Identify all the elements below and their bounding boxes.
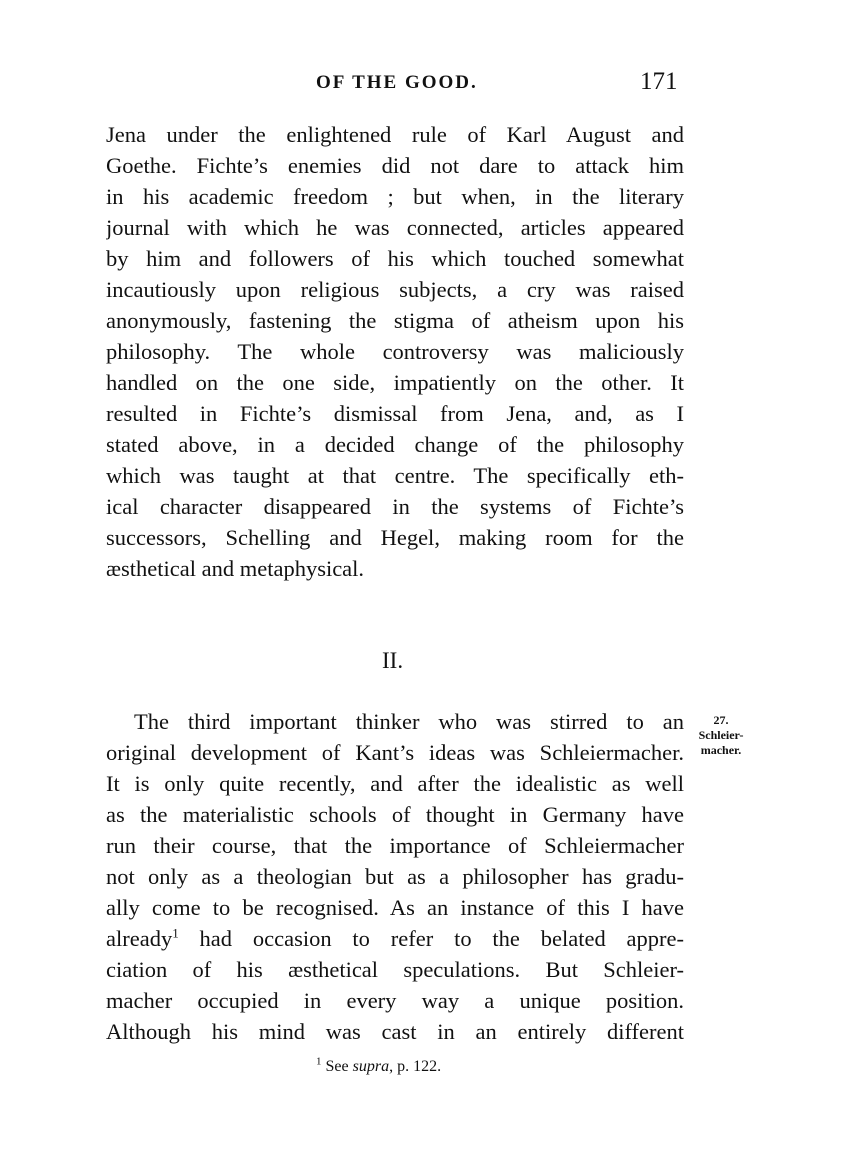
footnote-ref-italic: supra bbox=[352, 1058, 390, 1075]
text-line: in his academic freedom ; but when, in the literary bbox=[106, 184, 684, 209]
text-line: Although his mind was cast in an entirely different bbox=[106, 1019, 684, 1044]
margin-note-line: macher. bbox=[700, 743, 742, 757]
text-segment: had occasion to refer to the belated appre- bbox=[178, 926, 684, 951]
text-line: handled on the one side, impatiently on the other. It bbox=[106, 370, 684, 395]
text-line-with-footnote-ref bbox=[106, 924, 684, 954]
text-line: Goethe. Fichte’s enemies did not dare to attack him bbox=[106, 153, 684, 178]
text-segment: already bbox=[106, 926, 173, 951]
margin-note bbox=[691, 713, 751, 758]
footnote bbox=[316, 1055, 442, 1076]
text-line: as the materialistic schools of thought in Germany have bbox=[106, 802, 684, 827]
text-line: anonymously, fastening the stigma of atheism upon his bbox=[106, 308, 684, 333]
section-heading: II. bbox=[382, 648, 404, 673]
footnote-marker: 1 bbox=[316, 1055, 322, 1068]
page-number: 171 bbox=[640, 68, 678, 95]
text-line: stated above, in a decided change of the philosophy bbox=[106, 432, 684, 457]
text-line: Jena under the enlightened rule of Karl August and bbox=[106, 122, 684, 147]
running-head: OF THE GOOD. bbox=[316, 72, 478, 93]
text-line: The third important thinker who was stirred to an bbox=[134, 709, 684, 734]
text-line: run their course, that the importance of Schleiermacher bbox=[106, 833, 684, 858]
text-line: journal with which he was connected, articles appeared bbox=[106, 215, 684, 240]
footnote-see: See bbox=[325, 1058, 353, 1075]
text-line: ical character disappeared in the systems of Fichte’s bbox=[106, 494, 684, 519]
text-line: It is only quite recently, and after the idealistic as well bbox=[106, 771, 684, 796]
text-line: ciation of his æsthetical speculations. But Schleier- bbox=[106, 957, 684, 982]
text-line: which was taught at that centre. The specifically eth- bbox=[106, 463, 684, 488]
text-line: æsthetical and metaphysical. bbox=[106, 556, 365, 581]
margin-note-line: Schleier- bbox=[698, 728, 744, 742]
text-line: resulted in Fichte’s dismissal from Jena, and, as I bbox=[106, 401, 684, 426]
margin-note-number: 27. bbox=[713, 713, 729, 727]
text-line: successors, Schelling and Hegel, making room for the bbox=[106, 525, 684, 550]
text-line: by him and followers of his which touched somewhat bbox=[106, 246, 684, 271]
text-line: ally come to be recognised. As an instance of this I have bbox=[106, 895, 684, 920]
text-line: philosophy. The whole controversy was maliciously bbox=[106, 339, 684, 364]
footnote-page: , p. 122. bbox=[389, 1058, 442, 1075]
text-line: incautiously upon religious subjects, a cry was raised bbox=[106, 277, 684, 302]
text-line: original development of Kant’s ideas was Schleiermacher. bbox=[106, 740, 684, 765]
footnote-reference: 1 bbox=[172, 925, 179, 941]
text-line: macher occupied in every way a unique position. bbox=[106, 988, 684, 1013]
text-line: not only as a theologian but as a philosopher has gradu- bbox=[106, 864, 684, 889]
